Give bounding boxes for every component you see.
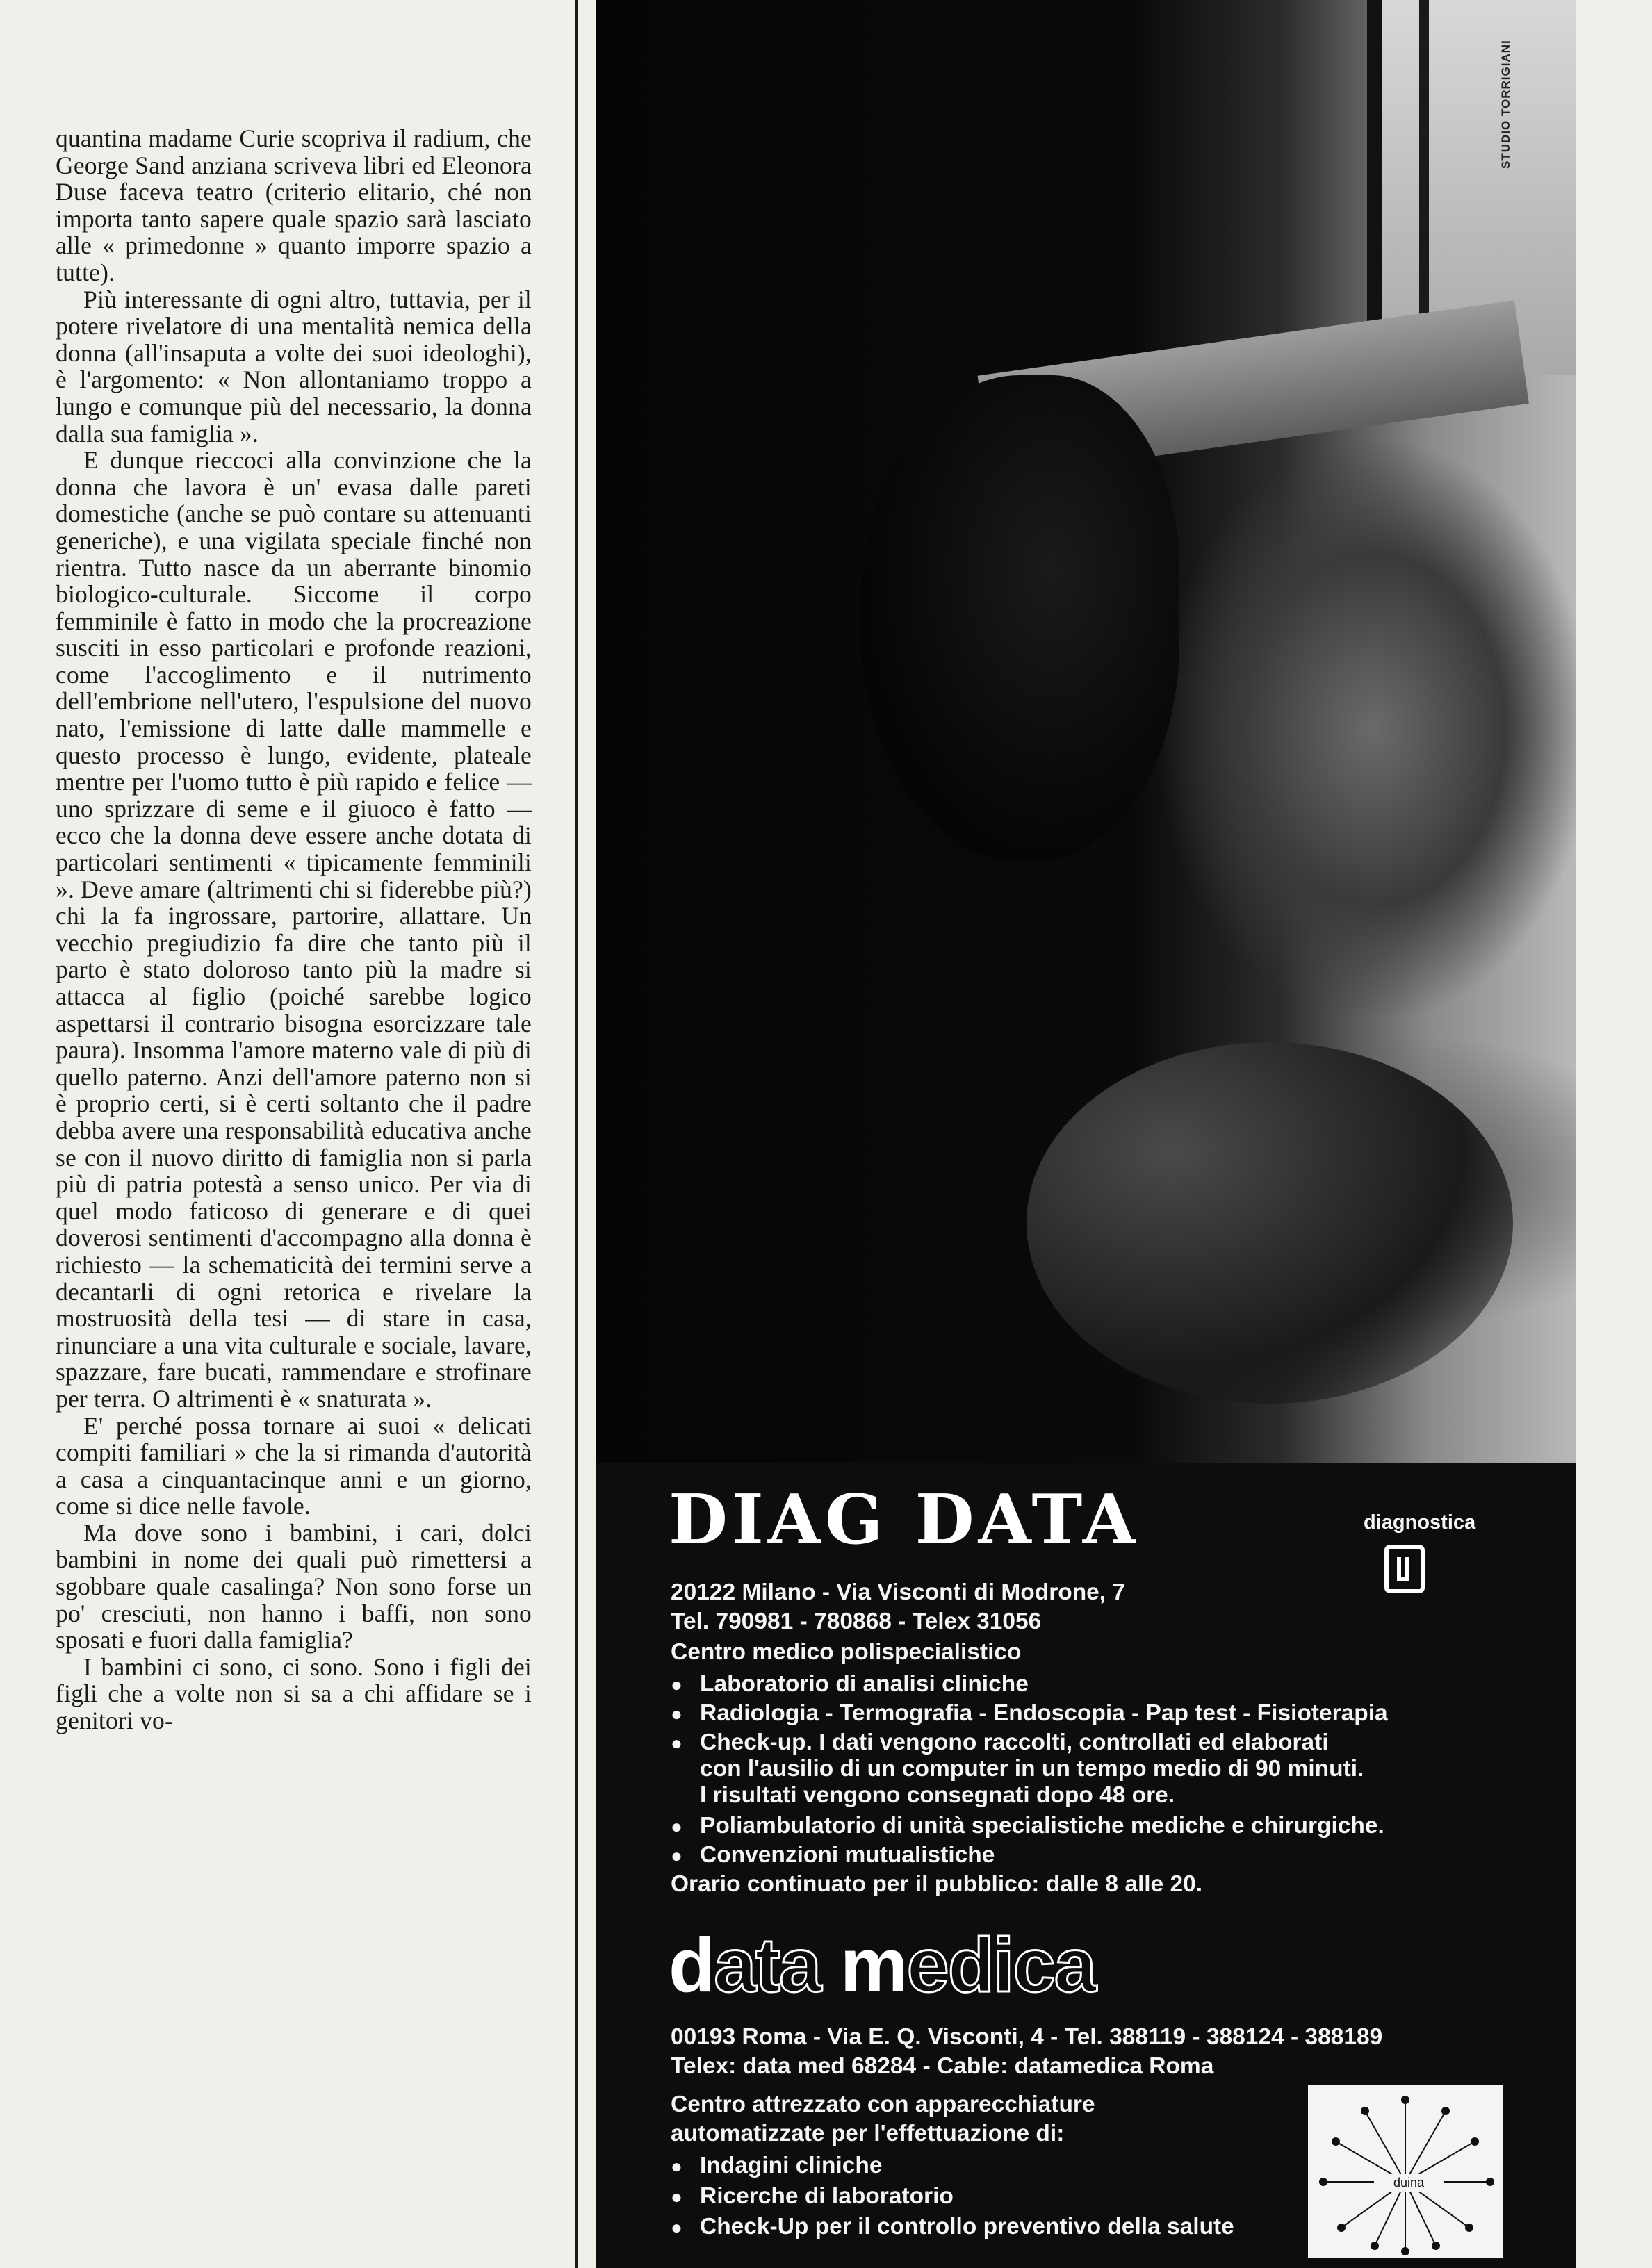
diag-data-brand: DIAG DATA <box>669 1480 1140 1560</box>
ad1-hours: Orario continuato per il pubblico: dalle 8 alle 20. <box>671 1871 1203 1897</box>
brand-letter: m <box>840 1923 907 2008</box>
ad1-subtitle: Centro medico polispecialistico <box>671 1639 1022 1665</box>
data-medica-logo <box>1308 2085 1503 2258</box>
column-divider <box>575 0 578 2268</box>
ad2-bullet: ● Check-Up per il controllo preventivo della salute <box>671 2214 1234 2240</box>
ad-photo <box>596 0 1576 1463</box>
article-column <box>56 125 532 1734</box>
ad2-line: Centro attrezzato con apparecchiature <box>671 2092 1095 2117</box>
silhouette-head <box>860 375 1179 862</box>
ad1-address: 20122 Milano - Via Visconti di Modrone, 7 <box>671 1579 1126 1605</box>
article-paragraph: E dunque rieccoci alla convinzione che la donna che lavora è un' evasa dalle pareti domestiche (anche se può contare su attenuanti generiche), e una vigilata speciale finché non rientra. Tutto nasce da un aberrante binomio biologico-culturale. Siccome il corpo femminile è fatto in modo che la procreazione susciti in esso particolari e profonde reazioni, come l'accoglimento e il nutrimento dell'embrione nell'utero, l'espulsione del nuovo nato, l'emissione di latte dalle mammelle e questo processo è lungo, evidente, plateale mentre per l'uomo tutto è più rapido e felice — uno sprizzare di seme e il giuoco è fatto — ecco che la donna deve essere anche dotata di particolari sentimenti « tipicamente femminili ». Deve amare (altrimenti chi si fiderebbe più?) chi la fa ingrossare, partorire, allattare. Un vecchio pregiudizio fa dire che tanto più il parto è stato doloroso tanto più la madre si attacca al figlio (poiché sarebbe logico aspettarsi il contrario bisogna esorcizzare tale paura). Insomma l'amore materno vale di più di quello paterno. Anzi dell'amore paterno non si è proprio certi, si è certi soltanto che il padre debba avere una responsabilità educativa anche se con il nuovo diritto di famiglia non si parla più di patria potestà a senso unico. Per via di quel modo faticoso di generare e di quei doverosi sentimenti d'accompagno alla donna è richiesto — la schematicità dei termini serve a decantarli di ogni retorica e rivelare la mostruosità della tesi — di stare in casa, rinunciare a una vita culturale e sociale, lavare, spazzare, fare bucati, rammendare e strofinare per terra. O altrimenti è « snaturata ». <box>56 446 532 1413</box>
article-paragraph: E' perché possa tornare ai suoi « delicati compiti familiari » che la si rimanda d'autorità a casa a cinquantacinque anni e un giorno, come si dice nelle favole. <box>56 1411 532 1520</box>
article-paragraph: I bambini ci sono, ci sono. Sono i figli dei figli che a volte non si sa a chi affidare se i genitori vo- <box>56 1652 532 1735</box>
ad1-bullet-cont: con l'ausilio di un computer in un tempo medio di 90 minuti. <box>700 1756 1364 1782</box>
brand-letters-outline: ata <box>714 1923 821 2008</box>
data-medica-brand <box>669 1921 1095 2010</box>
ad2-telex: Telex: data med 68284 - Cable: datamedica Roma <box>671 2053 1214 2079</box>
ad1-bullet: ● Laboratorio di analisi cliniche <box>671 1671 1029 1698</box>
ad-text-block <box>596 1463 1576 2268</box>
article-paragraph: Più interessante di ogni altro, tuttavia, per il potere rivelatore di una mentalità nemica della donna (all'insaputa a volte dei suoi ideologhi), è l'argomento: « Non allontaniamo troppo a lungo e comunque più del necessario, la donna dalla sua famiglia ». <box>56 285 532 447</box>
ad2-bullet: ● Indagini cliniche <box>671 2153 882 2179</box>
silhouette-shoulder <box>1027 1042 1513 1404</box>
ad2-bullet: ● Ricerche di laboratorio <box>671 2183 954 2210</box>
ad2-line: automatizzate per l'effettuazione di: <box>671 2121 1065 2146</box>
logo-label: duina <box>1393 2176 1425 2189</box>
ad2-address: 00193 Roma - Via E. Q. Visconti, 4 - Tel. 388119 - 388124 - 388189 <box>671 2024 1383 2050</box>
brand-letter: d <box>669 1923 714 2008</box>
brand-letters-outline: edica <box>906 1923 1095 2008</box>
article-paragraph: Ma dove sono i bambini, i cari, dolci bambini in nome dei quali può rimettersi a sgobbare quale casalinga? Non sono forse un po' cresciuti, non hanno i baffi, non sono sposati e fuori dalla famiglia? <box>56 1518 532 1654</box>
advertisement <box>596 0 1576 2268</box>
diag-data-logo-icon <box>1384 1545 1425 1593</box>
diagnostica-tag: diagnostica <box>1364 1511 1476 1534</box>
article-paragraph: quantina madame Curie scopriva il radium, che George Sand anziana scriveva libri ed Eleonora Duse faceva teatro (criterio elitario, ché non importa tanto sapere quale spazio sarà lasciato alle « primedonne » quanto imporre spazio a tutte). <box>56 124 532 286</box>
ad1-bullet-cont: I risultati vengono consegnati dopo 48 ore. <box>700 1782 1175 1808</box>
photo-credit: STUDIO TORRIGIANI <box>1499 40 1512 169</box>
ad1-bullet: ● Check-up. I dati vengono raccolti, controllati ed elaborati <box>671 1729 1329 1756</box>
ad1-bullet: ● Radiologia - Termografia - Endoscopia - Pap test - Fisioterapia <box>671 1700 1388 1727</box>
ad1-bullet: ● Convenzioni mutualistiche <box>671 1842 995 1868</box>
ad1-bullet: ● Poliambulatorio di unità specialistiche mediche e chirurgiche. <box>671 1813 1384 1839</box>
ad1-phone: Tel. 790981 - 780868 - Telex 31056 <box>671 1609 1042 1634</box>
starburst-logo-icon <box>1308 2085 1503 2258</box>
